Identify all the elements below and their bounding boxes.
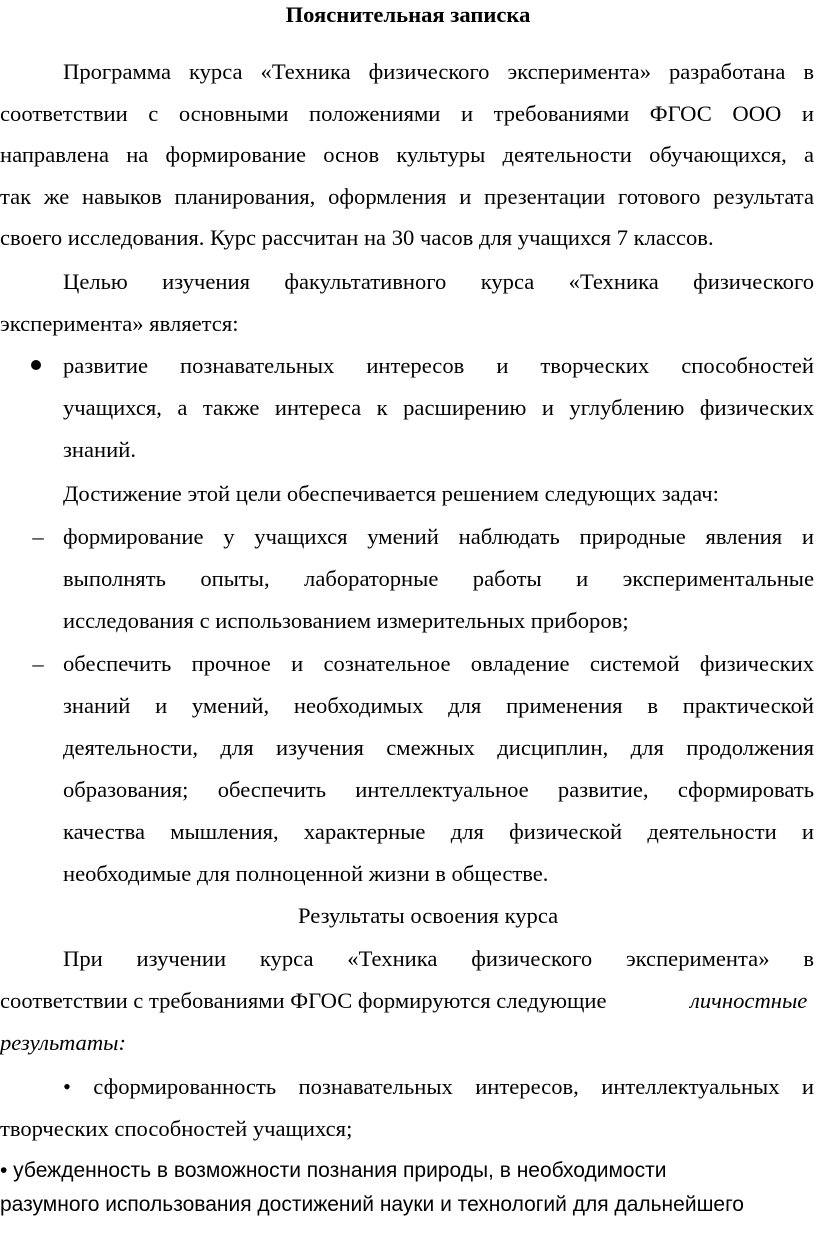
task-2-line-2: знаний и умений, необходимых для применения в практической <box>63 693 814 718</box>
results-line-3: результаты: <box>0 1030 126 1055</box>
task-1-line-2: выполнять опыты, лабораторные работы и экспериментальные <box>63 566 814 591</box>
goal-bullet <box>0 345 60 387</box>
goal-bullet-line-2: учащихся, а также интереса к расширению и углублению физических <box>63 395 814 420</box>
tasks-intro: Достижение этой цели обеспечивается решением следующих задач: <box>63 481 719 506</box>
results-line-2 <box>0 980 814 1022</box>
task-1-line-3: исследования с использованием измерительных приборов; <box>63 608 629 633</box>
goal-line-1: Целью изучения факультативного курса «Техника физического <box>63 269 814 294</box>
task-2-line-5: качества мышления, характерные для физической деятельности и <box>63 819 814 844</box>
results-line-2-italic: личностные <box>690 988 808 1013</box>
intro-line-5: своего исследования. Курс рассчитан на 30 часов для учащихся 7 классов. <box>0 225 714 250</box>
result-2-line-1: • убежденность в возможности познания природы, в необходимости <box>0 1159 667 1182</box>
task-2-line-6: необходимые для полноценной жизни в обществе. <box>63 861 549 886</box>
intro-line-1: Программа курса «Техника физического эксперимента» разработана в <box>63 59 814 84</box>
goal-line-2: эксперимента» является: <box>0 311 239 336</box>
results-line-1: При изучении курса «Техника физического эксперимента» в <box>63 946 814 971</box>
dash-icon: – <box>32 651 44 676</box>
intro-line-2: соответствии с основными положениями и требованиями ФГОС ООО и <box>0 101 814 126</box>
goal-bullet-line-1: развитие познавательных интересов и творческих способностей <box>63 353 814 378</box>
results-line-2-text: соответствии с требованиями ФГОС формируются следующие <box>0 988 607 1013</box>
task-2-line-4: образования; обеспечить интеллектуальное развитие, сформировать <box>63 777 814 802</box>
intro-line-4: так же навыков планирования, оформления и презентации готового результата <box>0 184 814 209</box>
bullet-dot-icon <box>31 360 41 370</box>
goal-bullet-line-3: знаний. <box>63 437 136 462</box>
task-1-dash <box>0 516 60 558</box>
result-2-line-2: разумного использования достижений науки и технологий для дальнейшего <box>0 1193 744 1216</box>
task-1-line-1: формирование у учащихся умений наблюдать природные явления и <box>63 524 814 549</box>
task-2-line-1: обеспечить прочное и сознательное овладение системой физических <box>63 651 814 676</box>
results-heading: Результаты освоения курса <box>298 903 559 928</box>
intro-line-3: направлена на формирование основ культуры деятельности обучающихся, а <box>0 142 814 167</box>
task-2-line-3: деятельности, для изучения смежных дисциплин, для продолжения <box>63 735 814 760</box>
result-1-line-2: творческих способностей учащихся; <box>0 1116 353 1141</box>
task-2-dash <box>0 643 60 685</box>
page-title: Пояснительная записка <box>285 2 531 27</box>
dash-icon: – <box>32 524 44 549</box>
result-1-line-1: • сформированность познавательных интересов, интеллектуальных и <box>63 1074 814 1099</box>
